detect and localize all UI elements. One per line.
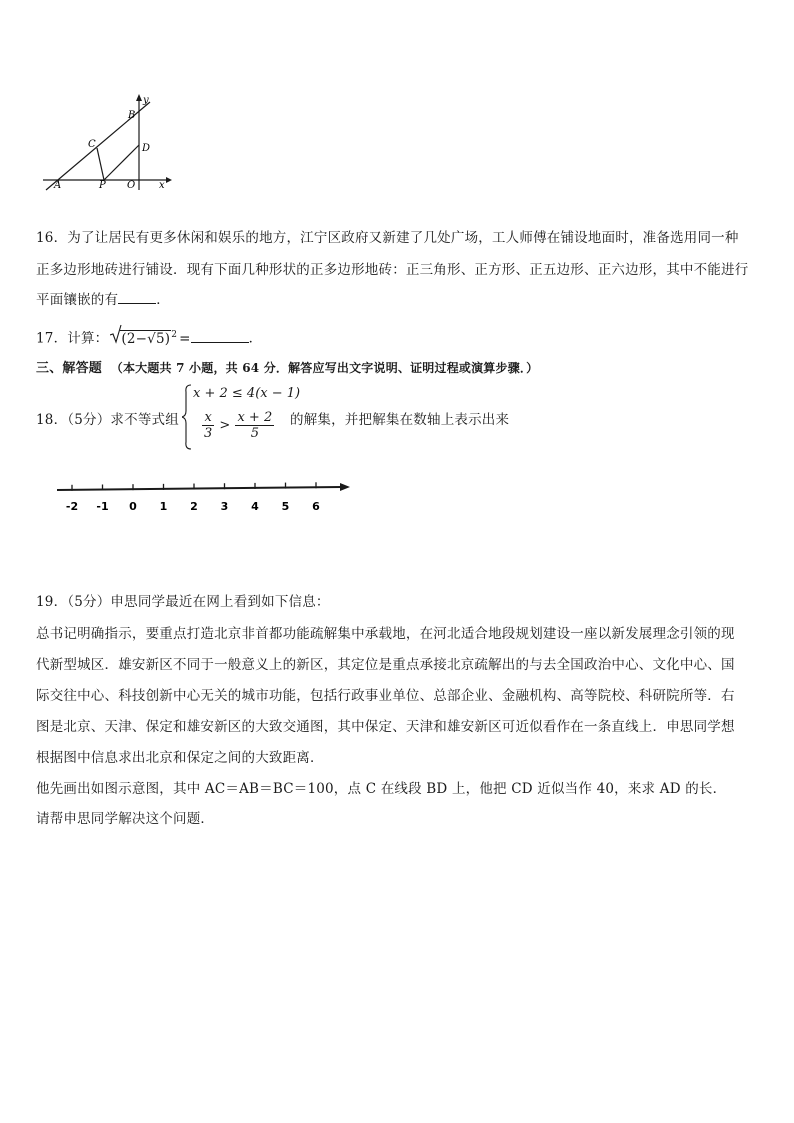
q16-line3-suffix: ． — [156, 292, 170, 308]
number-line-axis — [57, 487, 342, 490]
q19-p2: 代新型城区．雄安新区不同于一般意义上的新区，其定位是重点承接北京疏解出的与去全国政治中心、文化中心、国 — [36, 657, 735, 673]
section3-note: （本大题共 7 小题，共 64 分．解答应写出文字说明、证明过程或演算步骤．） — [110, 361, 539, 375]
number-line-label: -1 — [96, 500, 109, 513]
q18-frac2-num: x + 2 — [237, 410, 273, 425]
q16-line2: 正多边形地砖进行铺设．现有下面几种形状的正多边形地砖：正三角形、正方形、正五边形、正六边形，其中不能进行 — [36, 262, 749, 278]
segment-pc — [97, 148, 104, 180]
q17 — [36, 326, 262, 348]
number-line-label: 2 — [190, 500, 198, 513]
q17-answer-blank[interactable] — [191, 330, 249, 343]
q18-frac2-den: 5 — [250, 426, 259, 441]
q16-answer-blank[interactable] — [118, 291, 156, 304]
x-axis-arrow — [166, 177, 172, 183]
q18-ineq1: x + 2 ≤ 4(x − 1) — [193, 386, 301, 401]
q19-p3: 际交往中心、科技创新中心无关的城市功能，包括行政事业单位、总部企业、金融机构、高等院校、科研院所等．右 — [36, 688, 735, 704]
label-a: A — [54, 180, 62, 191]
section3-title: 三、解答题 — [36, 361, 103, 376]
label-p: P — [99, 180, 106, 191]
left-brace-icon — [182, 384, 192, 450]
q18-suffix: 的解集，并把解集在数轴上表示出来 — [290, 412, 510, 428]
q18-frac1-num: x — [204, 410, 212, 425]
q19-p4: 图是北京、天津、保定和雄安新区的大致交通图，其中保定、天津和雄安新区可近似看作在一条直线上．申思同学想 — [36, 719, 735, 735]
label-c: C — [88, 139, 96, 150]
q17-equals: = — [179, 330, 191, 347]
q17-prefix: 17．计算： — [36, 330, 109, 347]
label-b: B — [128, 110, 136, 121]
q18-system — [182, 384, 301, 452]
sqrt-sign-icon — [110, 324, 122, 344]
number-line-label: 4 — [251, 500, 259, 513]
number-line — [52, 480, 352, 520]
label-o: O — [127, 180, 136, 191]
y-axis-arrow — [136, 94, 142, 101]
number-line-label: 5 — [281, 500, 290, 513]
label-y: y — [143, 95, 149, 106]
segment-pd — [104, 145, 139, 180]
q16-line3-prefix: 平面镶嵌的有 — [36, 292, 119, 308]
label-d: D — [142, 143, 151, 154]
q18-frac1-den: 3 — [204, 426, 213, 441]
q16-line1: 16．为了让居民有更多休闲和娱乐的地方，江宁区政府又新建了几处广场，工人师傅在铺设地面时，准备选用同一种 — [36, 230, 739, 246]
label-x: x — [159, 180, 165, 191]
section3-heading — [36, 359, 538, 378]
q19-p6: 他先画出如图示意图，其中 AC＝AB＝BC＝100，点 C 在线段 BD 上，他把 CD 近似当作 40，来求 AD 的长． — [36, 781, 727, 797]
q16-line3 — [36, 291, 170, 309]
q15-figure — [38, 90, 178, 196]
q17-suffix: ． — [248, 330, 263, 347]
q19-p5: 根据图中信息求出北京和保定之间的大致距离． — [36, 750, 324, 766]
number-line-label: 6 — [312, 500, 320, 513]
q17-exponent: 2 — [171, 330, 178, 340]
q17-sqrt — [110, 326, 177, 348]
q19-p1: 总书记明确指示，要重点打造北京非首都功能疏解集中承载地，在河北适合地段规划建设一座以新发展理念引领的现 — [36, 626, 735, 642]
number-line-label: -2 — [65, 500, 79, 513]
q18-gt: > — [219, 418, 231, 433]
q17-radicand: (2−√5) — [121, 330, 171, 347]
number-line-label: 3 — [220, 500, 229, 513]
q19-p7: 请帮申思同学解决这个问题． — [36, 811, 215, 827]
q19-title: 19．（5分）申思同学最近在网上看到如下信息： — [36, 594, 330, 610]
number-line-label: 0 — [129, 500, 137, 513]
q18-frac2 — [235, 410, 274, 441]
q18-frac1 — [202, 410, 214, 441]
number-line-label: 1 — [159, 500, 168, 513]
q18-prefix: 18．（5分）求不等式组 — [36, 412, 179, 428]
q18-ineq2 — [202, 410, 274, 441]
number-line-arrow — [340, 483, 350, 491]
